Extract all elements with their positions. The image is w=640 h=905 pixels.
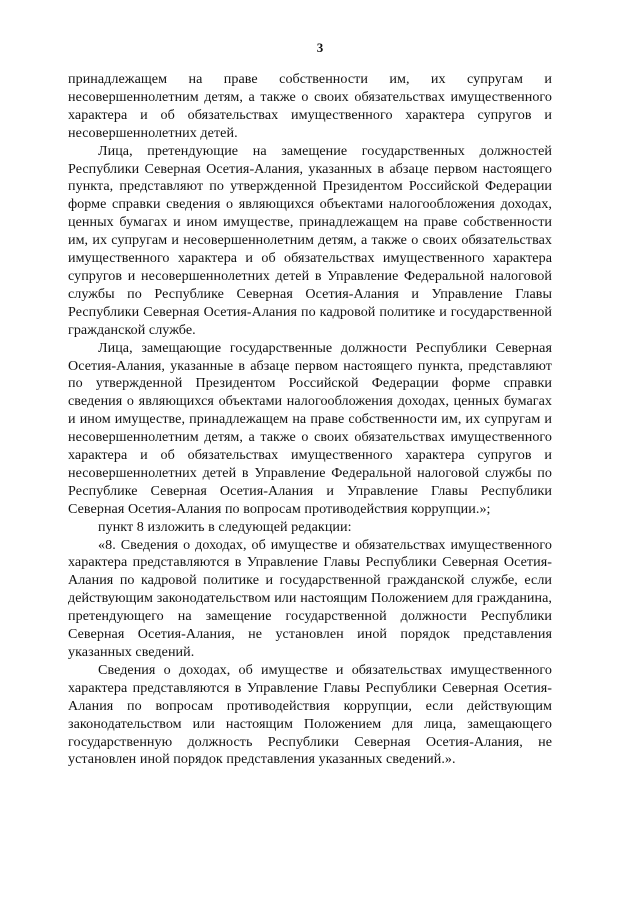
- paragraph-officials-submission: Лица, замещающие государственные должности Республики Северная Осетия-Алания, указанные в абзаце первом настоящего пункта, представляют по утвержденной Президентом Российской Федерации форме справки сведения о являющихся объектами налогообложения доходах, ценных бумагах и ином имуществе, принадлежащем на праве собственности им, их супругам и несовершеннолетним детям, а также о своих обязательствах имущественного характера и об обязательствах имущественного характера супругов и несовершеннолетних детей в Управление Федеральной налоговой службы по Республике Северная Осетия-Алания и Управление Главы Республики Северная Осетия-Алания по вопросам противодействия коррупции.»;: [68, 339, 552, 517]
- paragraph-item-8: «8. Сведения о доходах, об имуществе и обязательствах имущественного характера представляются в Управление Главы Республики Северная Осетия-Алания по кадровой политике и государственной гражданской службе, если действующим законодательством или настоящим Положением для гражданина, претендующего на замещение государственной должности Республики Северная Осетия-Алания, не установлен иной порядок представления указанных сведений.: [68, 536, 552, 660]
- paragraph-anticorruption-submission: Сведения о доходах, об имуществе и обязательствах имущественного характера представляются в Управление Главы Республики Северная Осетия-Алания по вопросам противодействия коррупции, если действующим законодательством или настоящим Положением для лица, замещающего государственную должность Республики Северная Осетия-Алания, не установлен иной порядок представления указанных сведений.».: [68, 661, 552, 768]
- document-body: [68, 71, 552, 769]
- paragraph-candidates-submission: Лица, претендующие на замещение государственных должностей Республики Северная Осетия-Алания, указанных в абзаце первом настоящего пункта, представляют по утвержденной Президентом Российской Федерации форме справки сведения о являющихся объектами налогообложения доходах, ценных бумагах и ином имуществе, принадлежащем на праве собственности им, их супругам и несовершеннолетним детям, а также о своих обязательствах имущественного характера и об обязательствах имущественного характера супругов и несовершеннолетних детей в Управление Федеральной налоговой службы по Республике Северная Осетия-Алания и Управление Главы Республики Северная Осетия-Алания по кадровой политике и государственной гражданской службе.: [68, 142, 552, 338]
- paragraph-amendment-intro: пункт 8 изложить в следующей редакции:: [98, 518, 352, 535]
- page-number: 3: [316, 40, 324, 55]
- paragraph-continuation: принадлежащем на праве собственности им, их супругам и несовершеннолетним детям, а также о своих обязательствах имущественного характера и об обязательствах имущественного характера супругов и несовершеннолетних детей.: [68, 71, 552, 141]
